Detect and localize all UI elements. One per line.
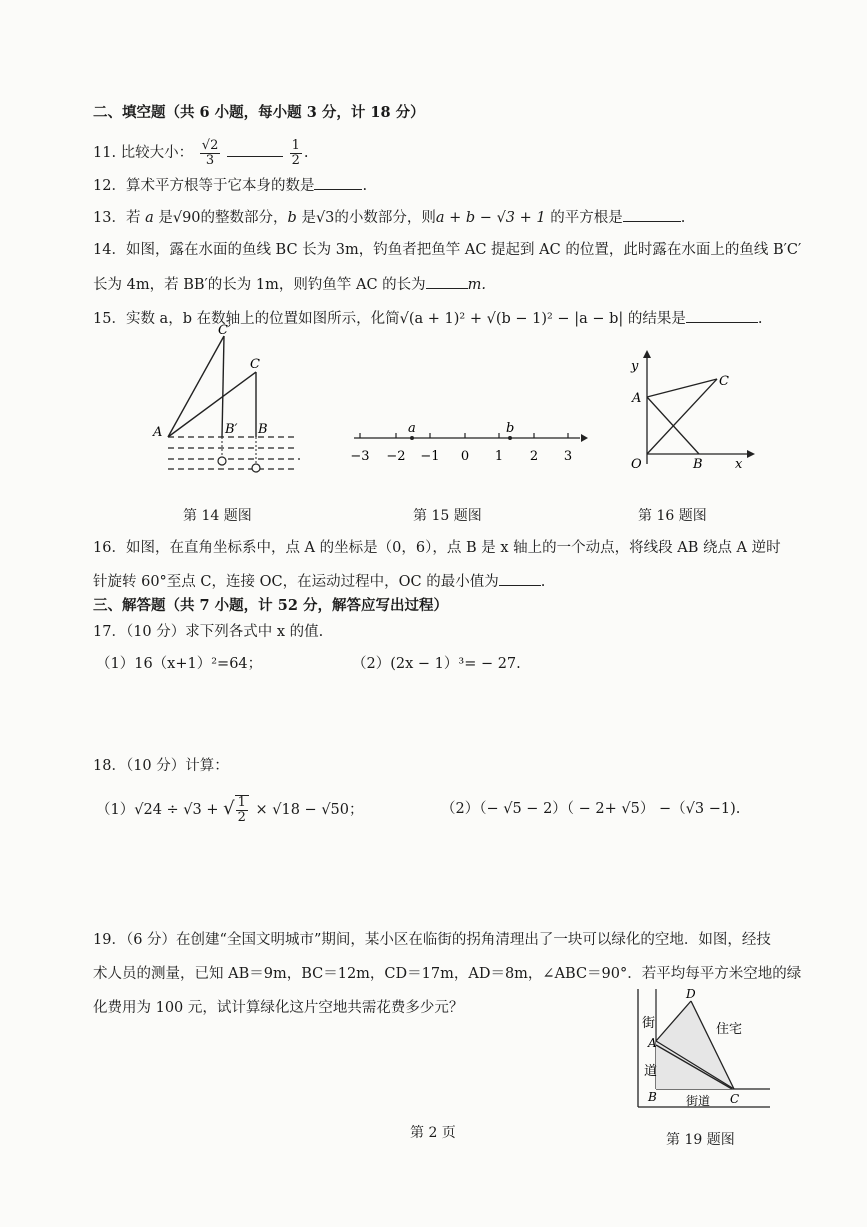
page-number: 第 2 页 [410,1125,456,1141]
question-18-part-2: （2）（− √5 − 2）（ − 2+ √5） −（√3 −1). [441,801,741,817]
question-17-part-1: （1）16（x+1）²=64； [96,656,263,672]
fig19-label-c: C [730,1092,740,1106]
question-12: 12．算术平方根等于它本身的数是 . [93,175,367,195]
question-16-line-2: 针旋转 60°至点 C，连接 OC，在运动过程中，OC 的最小值为 . [93,571,545,591]
fig15-label-b: b [506,421,515,436]
q11-answer-blank[interactable] [227,142,283,157]
section-solve-title: 三、解答题（共 7 小题，计 52 分，解答应写出过程） [93,597,448,614]
question-14-line-1: 14．如图，露在水面的鱼线 BC 长为 3m，钓鱼者把鱼竿 AC 提起到 AC 的位置，此时露在水面上的鱼线 B′C′ [93,242,802,258]
question-19-line-3: 化费用为 100 元，试计算绿化这片空地共需花费多少元？ [93,1000,464,1016]
fig16-label-a: A [632,391,642,406]
fig19-label-b: B [648,1090,657,1104]
q16-answer-blank[interactable] [499,571,541,586]
question-13: 13．若 a 是√90的整数部分，b 是√3的小数部分，则a + b − √3 + 1 的平方根是 . [93,207,685,227]
fig19-label-a: A [648,1036,657,1050]
q11-fraction-1: $\frac{√2}{3}$ [201,137,219,168]
fig16-label-o: O [631,457,642,472]
q11-fraction-2: $\frac{1}{2}$ [291,137,300,168]
section-fill-in-title: 二、填空题（共 6 小题，每小题 3 分，计 18 分） [93,104,425,121]
fig14-label-c: C [250,357,260,372]
figure-15-number-line [348,418,588,468]
fig19-street-vertical-2: 道 [644,1064,658,1079]
fig14-label-a: A [153,425,163,440]
fig15-tick-label: −1 [420,449,440,464]
q12-answer-blank[interactable] [314,175,362,190]
q15-answer-blank[interactable] [686,308,758,323]
fig15-tick-label: 2 [529,449,539,464]
figure-14 [140,320,320,480]
fig19-house-label: 住宅 [716,1022,743,1037]
fig19-label-d: D [686,987,696,1001]
fig16-label-y: y [631,359,639,374]
fig14-label-b-prime: B′ [225,422,238,437]
fig15-tick-label: 3 [563,449,573,464]
fig15-tick-label: 1 [494,449,504,464]
fig19-street-vertical-1: 街 [642,1016,656,1031]
fig15-tick-label: −3 [350,449,370,464]
question-16-line-1: 16．如图，在直角坐标系中，点 A 的坐标是（0，6），点 B 是 x 轴上的一个动点，将线段 AB 绕点 A 逆时 [93,540,781,556]
question-19-line-1: 19．（6 分）在创建“全国文明城市”期间，某小区在临街的拐角清理出了一块可以绿化的空地．如图，经技 [93,932,771,948]
question-17-head: 17．（10 分）求下列各式中 x 的值. [93,624,324,640]
question-18-part-1: （1）√24 ÷ √3 + √ $\frac{1}{2}$ × √18 − √50； [96,795,364,825]
figure-19 [630,985,775,1120]
fig16-caption: 第 16 题图 [638,508,707,524]
question-17-part-2: （2）(2x − 1）³= − 27. [352,656,521,672]
fig16-label-x: x [735,457,743,472]
fig16-label-b: B [693,457,703,472]
fig15-tick-label: 0 [460,449,470,464]
fig15-tick-label: −2 [386,449,406,464]
q18-fraction: $\frac{1}{2}$ [235,795,249,825]
fig19-caption: 第 19 题图 [666,1132,735,1148]
fig14-label-b: B [258,422,268,437]
fig14-label-c-prime: C′ [218,323,231,338]
q11-text: 比较大小： [120,145,194,161]
fig14-caption: 第 14 题图 [183,508,252,524]
fig16-label-c: C [719,374,729,389]
fig19-street-horizontal: 街道 [686,1094,711,1108]
question-11: 11. 比较大小： $\frac{√2}{3}$ $\frac{1}{2}$ . [93,137,309,168]
figure-16 [617,350,757,475]
q13-answer-blank[interactable] [623,207,681,222]
fig15-label-a: a [408,421,416,436]
question-15: 15．实数 a，b 在数轴上的位置如图所示，化简√(a + 1)² + √(b − 1)² − |a − b| 的结果是 . [93,308,762,328]
fig15-caption: 第 15 题图 [413,508,482,524]
q14-answer-blank[interactable] [426,274,468,289]
q11-num: 11. [93,145,117,161]
question-14-line-2: 长为 4m，若 BB′的长为 1m，则钓鱼竿 AC 的长为 m. [93,274,486,294]
question-19-line-2: 术人员的测量，已知 AB＝9m，BC＝12m，CD＝17m，AD＝8m，∠ABC＝90°．若平均每平方米空地的绿 [93,966,802,982]
question-18-head: 18．（10 分）计算： [93,758,229,774]
